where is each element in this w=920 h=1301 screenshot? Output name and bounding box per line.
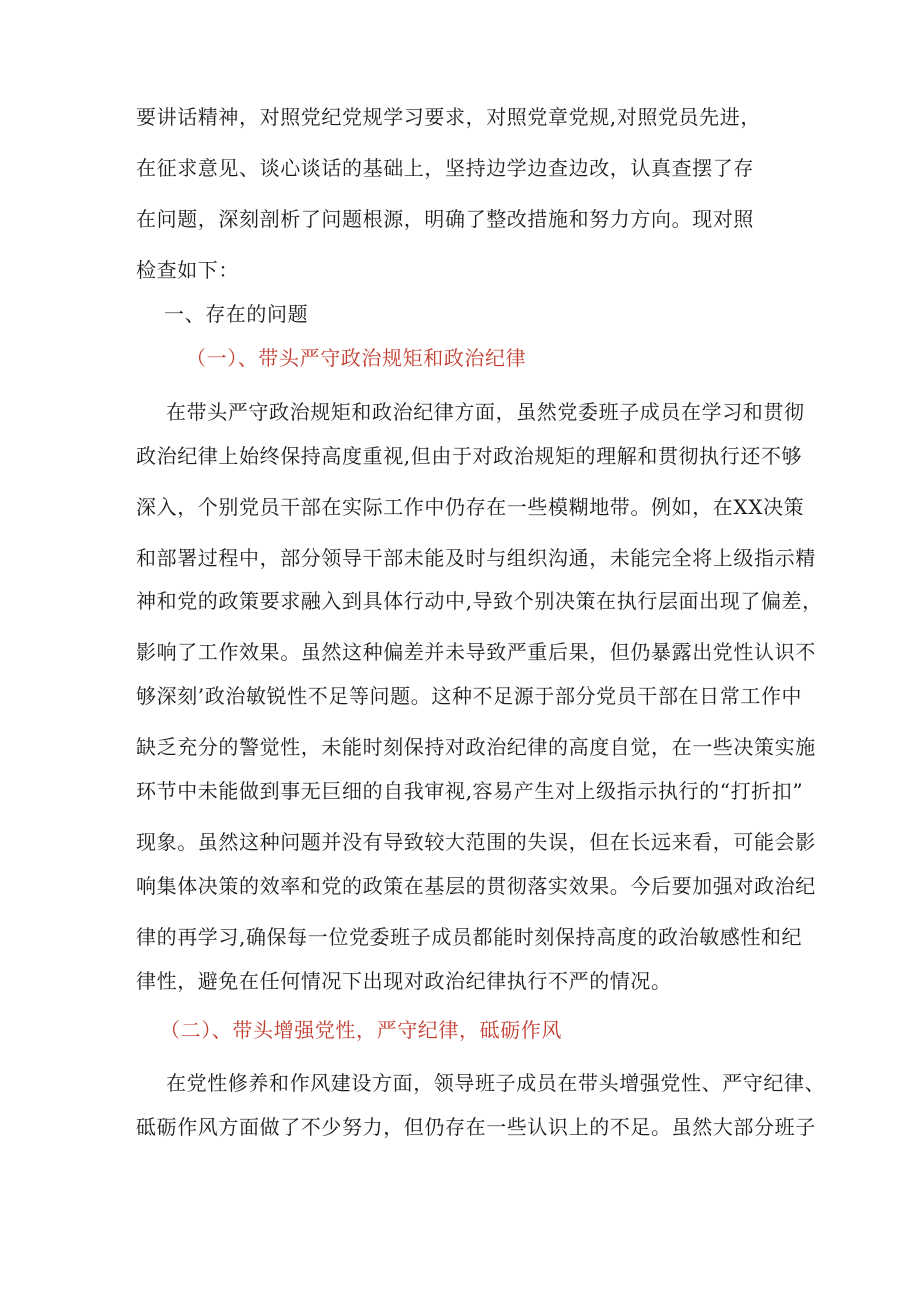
paragraph-line: 影响了工作效果。虽然这种偏差并未导致严重后果，但仍暴露出党性认识不 [136,640,816,664]
paragraph-line: 和部署过程中，部分领导干部未能及时与组织沟通，未能完全将上级指示精 [136,546,816,570]
paragraph-line: 环节中未能做到事无巨细的自我审视,容易产生对上级指示执行的“打折扣” [136,779,804,803]
section-heading: 一、存在的问题 [164,302,309,326]
paragraph-line: 缺乏充分的警觉性，未能时刻保持对政治纪律的高度自觉，在一些决策实施 [136,735,816,759]
intro-line: 在征求意见、谈心谈话的基础上，坚持边学边查边改，认真查摆了存 [136,156,754,180]
subsection-2-title: （二）、带头增强党性，严守纪律，砥砺作风 [160,1018,562,1042]
paragraph-line: 神和党的政策要求融入到具体行动中,导致个别决策在执行层面出现了偏差， [136,589,823,613]
intro-line: 检查如下： [136,258,239,282]
subsection-1-title: （一）、带头严守政治规矩和政治纪律 [186,346,527,370]
paragraph-line: 在党性修养和作风建设方面，领导班子成员在带头增强党性、严守纪律、 [166,1071,826,1095]
intro-line: 在问题，深刻剖析了问题根源，明确了整改措施和努力方向。现对照 [136,207,754,231]
paragraph-line: 响集体决策的效率和党的政策在基层的贯彻落实效果。今后要加强对政治纪 [136,874,816,898]
paragraph-line: 政治纪律上始终保持高度重视,但由于对政治规矩的理解和贯彻执行还不够 [136,444,803,468]
intro-line: 要讲话精神，对照党纪党规学习要求，对照党章党规,对照党员先进， [136,105,761,129]
paragraph-line: 在带头严守政治规矩和政治纪律方面，虽然党委班子成员在学习和贯彻 [166,400,805,424]
paragraph-line: 律性，避免在任何情况下出现对政治纪律执行不严的情况。 [136,969,672,993]
paragraph-line: 律的再学习,确保每一位党委班子成员都能时刻保持高度的政治敏感性和纪 [136,925,803,949]
paragraph-line: 砥砺作风方面做了不少努力，但仍存在一些认识上的不足。虽然大部分班子 [136,1115,816,1139]
paragraph-line: 够深刻’政治敏锐性不足等问题。这种不足源于部分党员干部在日常工作中 [136,684,803,708]
paragraph-line: 深入，个别党员干部在实际工作中仍存在一些模糊地带。例如，在XX决策 [136,495,805,519]
paragraph-line: 现象。虽然这种问题并没有导致较大范围的失误，但在长远来看，可能会影 [136,830,816,854]
